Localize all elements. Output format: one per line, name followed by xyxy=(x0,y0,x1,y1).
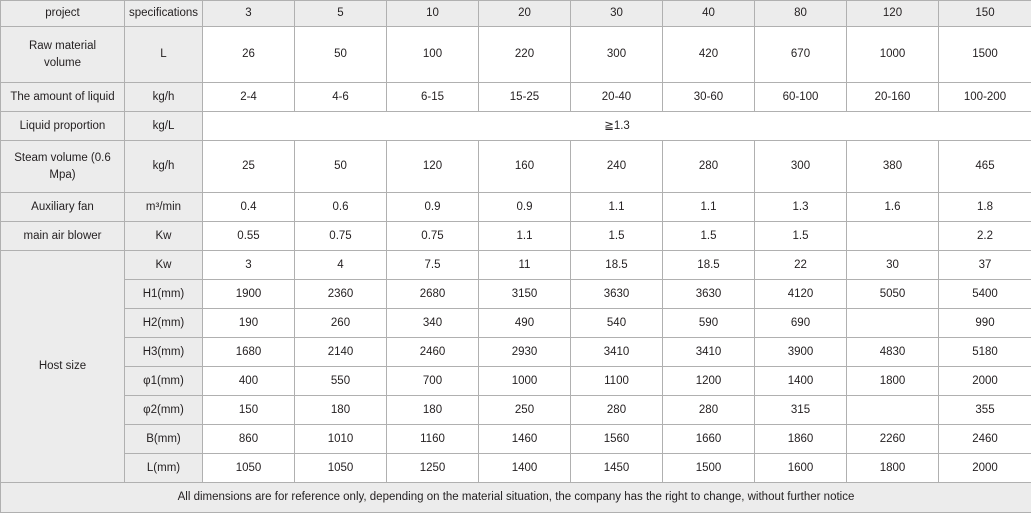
cell-value: 5180 xyxy=(939,338,1031,367)
cell-value: 300 xyxy=(755,141,847,193)
row-label-line1: Steam volume (0.6 xyxy=(4,150,121,167)
cell-value: 1.3 xyxy=(755,193,847,222)
cell-value: 2000 xyxy=(939,367,1031,396)
cell-value: 1250 xyxy=(387,454,479,483)
cell-value: 1050 xyxy=(203,454,295,483)
cell-value: 280 xyxy=(663,141,755,193)
table-row xyxy=(1,193,1031,222)
cell-value: 18.5 xyxy=(571,251,663,280)
cell-value: 1.6 xyxy=(847,193,939,222)
cell-value: 1.5 xyxy=(755,222,847,251)
cell-value: 2680 xyxy=(387,280,479,309)
cell-value: 2.2 xyxy=(939,222,1031,251)
cell-value: 3410 xyxy=(663,338,755,367)
cell-value: 6-15 xyxy=(387,83,479,112)
cell-value: 380 xyxy=(847,141,939,193)
cell-value: 30 xyxy=(847,251,939,280)
cell-value: 3410 xyxy=(571,338,663,367)
cell-value: 1.8 xyxy=(939,193,1031,222)
cell-value: 700 xyxy=(387,367,479,396)
cell-value: 1560 xyxy=(571,425,663,454)
table-header-row xyxy=(1,1,1031,27)
table-row xyxy=(1,309,1031,338)
header-model-80: 80 xyxy=(755,1,847,27)
table-row xyxy=(1,425,1031,454)
table-row xyxy=(1,338,1031,367)
table-row xyxy=(1,454,1031,483)
cell-value: 1010 xyxy=(295,425,387,454)
row-unit: H2(mm) xyxy=(125,309,203,338)
cell-value: 4-6 xyxy=(295,83,387,112)
table-row xyxy=(1,367,1031,396)
cell-value: 0.4 xyxy=(203,193,295,222)
row-label-main-air-blower: main air blower xyxy=(1,222,125,251)
cell-value: 4120 xyxy=(755,280,847,309)
row-unit: m³/min xyxy=(125,193,203,222)
cell-value: 1800 xyxy=(847,367,939,396)
cell-value: 1160 xyxy=(387,425,479,454)
cell-value: 4830 xyxy=(847,338,939,367)
table-row xyxy=(1,251,1031,280)
cell-value: 3900 xyxy=(755,338,847,367)
cell-value: 260 xyxy=(295,309,387,338)
cell-value xyxy=(847,396,939,425)
cell-value: 5400 xyxy=(939,280,1031,309)
row-label-amount-of-liquid: The amount of liquid xyxy=(1,83,125,112)
cell-value: 490 xyxy=(479,309,571,338)
row-label-liquid-proportion: Liquid proportion xyxy=(1,112,125,141)
table-footnote-row xyxy=(1,483,1031,513)
cell-value: 15-25 xyxy=(479,83,571,112)
table-row xyxy=(1,222,1031,251)
row-label-line1: Raw material xyxy=(4,38,121,55)
row-unit: L(mm) xyxy=(125,454,203,483)
cell-value: 0.6 xyxy=(295,193,387,222)
cell-value: 420 xyxy=(663,27,755,83)
cell-value: 2-4 xyxy=(203,83,295,112)
cell-value: 3630 xyxy=(663,280,755,309)
cell-value: 1800 xyxy=(847,454,939,483)
cell-value xyxy=(847,309,939,338)
cell-value: 1450 xyxy=(571,454,663,483)
cell-value: 1200 xyxy=(663,367,755,396)
cell-value: 1860 xyxy=(755,425,847,454)
cell-value: 1660 xyxy=(663,425,755,454)
cell-value: 1460 xyxy=(479,425,571,454)
cell-value: 1.1 xyxy=(663,193,755,222)
header-model-150: 150 xyxy=(939,1,1031,27)
cell-value: 18.5 xyxy=(663,251,755,280)
cell-value: 550 xyxy=(295,367,387,396)
row-unit: B(mm) xyxy=(125,425,203,454)
cell-value: 990 xyxy=(939,309,1031,338)
cell-value: 0.9 xyxy=(387,193,479,222)
cell-value: 300 xyxy=(571,27,663,83)
cell-value: 540 xyxy=(571,309,663,338)
header-model-20: 20 xyxy=(479,1,571,27)
cell-value: 1400 xyxy=(479,454,571,483)
cell-value: 22 xyxy=(755,251,847,280)
cell-value: 2360 xyxy=(295,280,387,309)
cell-value: 150 xyxy=(203,396,295,425)
header-model-40: 40 xyxy=(663,1,755,27)
cell-value: 1.5 xyxy=(571,222,663,251)
cell-value: 1680 xyxy=(203,338,295,367)
row-unit: φ1(mm) xyxy=(125,367,203,396)
header-specifications: specifications xyxy=(125,1,203,27)
cell-value: 30-60 xyxy=(663,83,755,112)
cell-value: 340 xyxy=(387,309,479,338)
cell-value: 0.9 xyxy=(479,193,571,222)
table-row xyxy=(1,27,1031,83)
cell-value: 2000 xyxy=(939,454,1031,483)
cell-value: 190 xyxy=(203,309,295,338)
cell-value: 315 xyxy=(755,396,847,425)
cell-value: 1500 xyxy=(939,27,1031,83)
cell-value: 3630 xyxy=(571,280,663,309)
cell-value: 220 xyxy=(479,27,571,83)
row-unit: Kw xyxy=(125,251,203,280)
cell-value: 1900 xyxy=(203,280,295,309)
cell-value: 2930 xyxy=(479,338,571,367)
cell-value: 1000 xyxy=(847,27,939,83)
cell-value: 1.1 xyxy=(479,222,571,251)
table-row xyxy=(1,280,1031,309)
row-label-raw-material-volume xyxy=(1,27,125,83)
cell-value: 0.75 xyxy=(295,222,387,251)
cell-value: 1050 xyxy=(295,454,387,483)
table-row xyxy=(1,83,1031,112)
cell-value: 11 xyxy=(479,251,571,280)
row-unit: H1(mm) xyxy=(125,280,203,309)
cell-value: 26 xyxy=(203,27,295,83)
cell-value: 120 xyxy=(387,141,479,193)
row-label-line2: Mpa) xyxy=(4,167,121,184)
cell-value: 60-100 xyxy=(755,83,847,112)
cell-value: 3150 xyxy=(479,280,571,309)
cell-value: 1.1 xyxy=(571,193,663,222)
cell-value: 25 xyxy=(203,141,295,193)
cell-value: 355 xyxy=(939,396,1031,425)
cell-value: 2460 xyxy=(939,425,1031,454)
row-label-steam-volume xyxy=(1,141,125,193)
cell-value: 2140 xyxy=(295,338,387,367)
cell-value xyxy=(847,222,939,251)
footnote-text: All dimensions are for reference only, depending on the material situation, the company has the right to change, without further notice xyxy=(1,483,1031,513)
cell-value: 1400 xyxy=(755,367,847,396)
cell-value: 670 xyxy=(755,27,847,83)
header-model-10: 10 xyxy=(387,1,479,27)
cell-value: 1500 xyxy=(663,454,755,483)
cell-value: 50 xyxy=(295,141,387,193)
table-row xyxy=(1,396,1031,425)
cell-value: 4 xyxy=(295,251,387,280)
cell-value: 1600 xyxy=(755,454,847,483)
header-model-30: 30 xyxy=(571,1,663,27)
cell-value: 1100 xyxy=(571,367,663,396)
cell-value: 690 xyxy=(755,309,847,338)
cell-value: 20-160 xyxy=(847,83,939,112)
cell-value: 280 xyxy=(663,396,755,425)
table-row xyxy=(1,112,1031,141)
table-row xyxy=(1,141,1031,193)
row-label-line2: volume xyxy=(4,55,121,72)
header-model-120: 120 xyxy=(847,1,939,27)
cell-value: 7.5 xyxy=(387,251,479,280)
cell-value: 2460 xyxy=(387,338,479,367)
cell-value: 37 xyxy=(939,251,1031,280)
cell-value: 180 xyxy=(387,396,479,425)
row-unit: kg/L xyxy=(125,112,203,141)
cell-value: 180 xyxy=(295,396,387,425)
cell-value: 0.75 xyxy=(387,222,479,251)
row-unit: H3(mm) xyxy=(125,338,203,367)
cell-value: 20-40 xyxy=(571,83,663,112)
row-unit: Kw xyxy=(125,222,203,251)
cell-value: 860 xyxy=(203,425,295,454)
cell-value: 400 xyxy=(203,367,295,396)
header-project: project xyxy=(1,1,125,27)
cell-value: 240 xyxy=(571,141,663,193)
row-label-auxiliary-fan: Auxiliary fan xyxy=(1,193,125,222)
row-unit: kg/h xyxy=(125,83,203,112)
row-unit: kg/h xyxy=(125,141,203,193)
cell-value: 100-200 xyxy=(939,83,1031,112)
row-label-host-size: Host size xyxy=(1,251,125,483)
cell-value: 250 xyxy=(479,396,571,425)
cell-value: 590 xyxy=(663,309,755,338)
header-model-5: 5 xyxy=(295,1,387,27)
cell-value: 465 xyxy=(939,141,1031,193)
cell-value: 3 xyxy=(203,251,295,280)
cell-value: 160 xyxy=(479,141,571,193)
row-unit: φ2(mm) xyxy=(125,396,203,425)
cell-value: 2260 xyxy=(847,425,939,454)
cell-value-merged: ≧1.3 xyxy=(203,112,1031,141)
cell-value: 0.55 xyxy=(203,222,295,251)
cell-value: 1.5 xyxy=(663,222,755,251)
cell-value: 5050 xyxy=(847,280,939,309)
cell-value: 50 xyxy=(295,27,387,83)
row-unit: L xyxy=(125,27,203,83)
header-model-3: 3 xyxy=(203,1,295,27)
cell-value: 280 xyxy=(571,396,663,425)
cell-value: 1000 xyxy=(479,367,571,396)
cell-value: 100 xyxy=(387,27,479,83)
